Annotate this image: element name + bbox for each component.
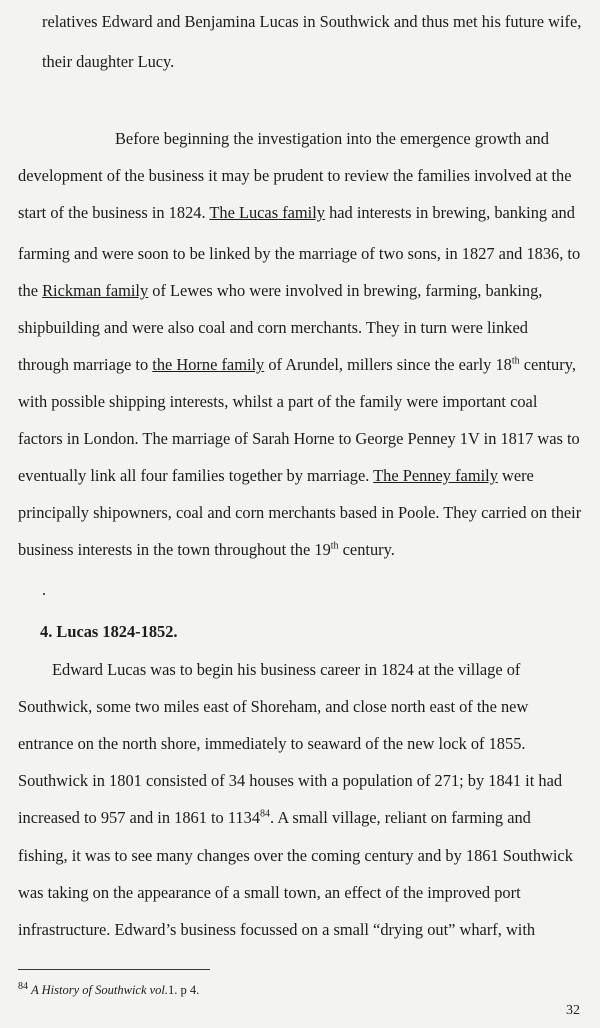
families-line-6: shipbuilding and were also coal and corn merchants. They in turn were linked <box>18 318 528 337</box>
stray-mark: . <box>42 580 47 599</box>
horne-family-underlined: the Horne family <box>152 355 265 374</box>
penney-family-underlined: The Penney family <box>373 466 498 485</box>
intro-line-1: relatives Edward and Benjamina Lucas in Southwick and thus met his future wife, <box>42 12 582 31</box>
families-line-3: start of the business in 1824. The Lucas family had interests in brewing, banking and <box>18 203 575 222</box>
families-line-2: development of the business it may be prudent to review the families involved at the <box>18 166 572 185</box>
families-line-1: Before beginning the investigation into the emergence growth and <box>115 129 549 148</box>
families-line-4: farming and were soon to be linked by the marriage of two sons, in 1827 and 1836, to <box>18 244 581 263</box>
intro-line-2: their daughter Lucy. <box>42 52 175 71</box>
lucas-line-7: was taking on the appearance of a small town, an effect of the improved port <box>18 883 521 902</box>
families-line-7: through marriage to the Horne family of Arundel, millers since the early 18th century, <box>18 355 576 374</box>
footnote-divider <box>18 969 210 970</box>
families-line-12: business interests in the town throughout the 19th century. <box>18 540 395 559</box>
lucas-line-6: fishing, it was to see many changes over the coming century and by 1861 Southwick <box>18 846 573 865</box>
families-line-11: principally shipowners, coal and corn merchants based in Poole. They carried on their <box>18 503 582 522</box>
footnote: $^{84}$ A History of Southwick vol.1. p 4. <box>18 980 200 997</box>
lucas-line-5: increased to 957 and in 1861 to 1134$^{84}$. A small village, reliant on farming and <box>18 808 531 827</box>
families-line-8: with possible shipping interests, whilst a part of the family were important coal <box>18 392 538 411</box>
lucas-line-4: Southwick in 1801 consisted of 34 houses with a population of 271; by 1841 it had <box>18 771 563 790</box>
lucas-line-3: entrance on the north shore, immediately to seaward of the new lock of 1855. <box>18 734 526 753</box>
lucas-line-2: Southwick, some two miles east of Shoreham, and close north east of the new <box>18 697 529 716</box>
families-line-9: factors in London. The marriage of Sarah Horne to George Penney 1V in 1817 was to <box>18 429 580 448</box>
lucas-family-underlined: The Lucas family <box>209 203 325 222</box>
section-heading: 4. Lucas 1824-1852. <box>40 622 178 641</box>
families-line-5: the Rickman family of Lewes who were involved in brewing, farming, banking, <box>18 281 543 300</box>
page-number: 32 <box>566 1003 580 1018</box>
lucas-line-1: Edward Lucas was to begin his business career in 1824 at the village of <box>52 660 521 679</box>
families-line-10: eventually link all four families together by marriage. The Penney family were <box>18 466 534 485</box>
rickman-family-underlined: Rickman family <box>42 281 149 300</box>
lucas-line-8: infrastructure. Edward’s business focussed on a small “drying out” wharf, with <box>18 920 536 939</box>
